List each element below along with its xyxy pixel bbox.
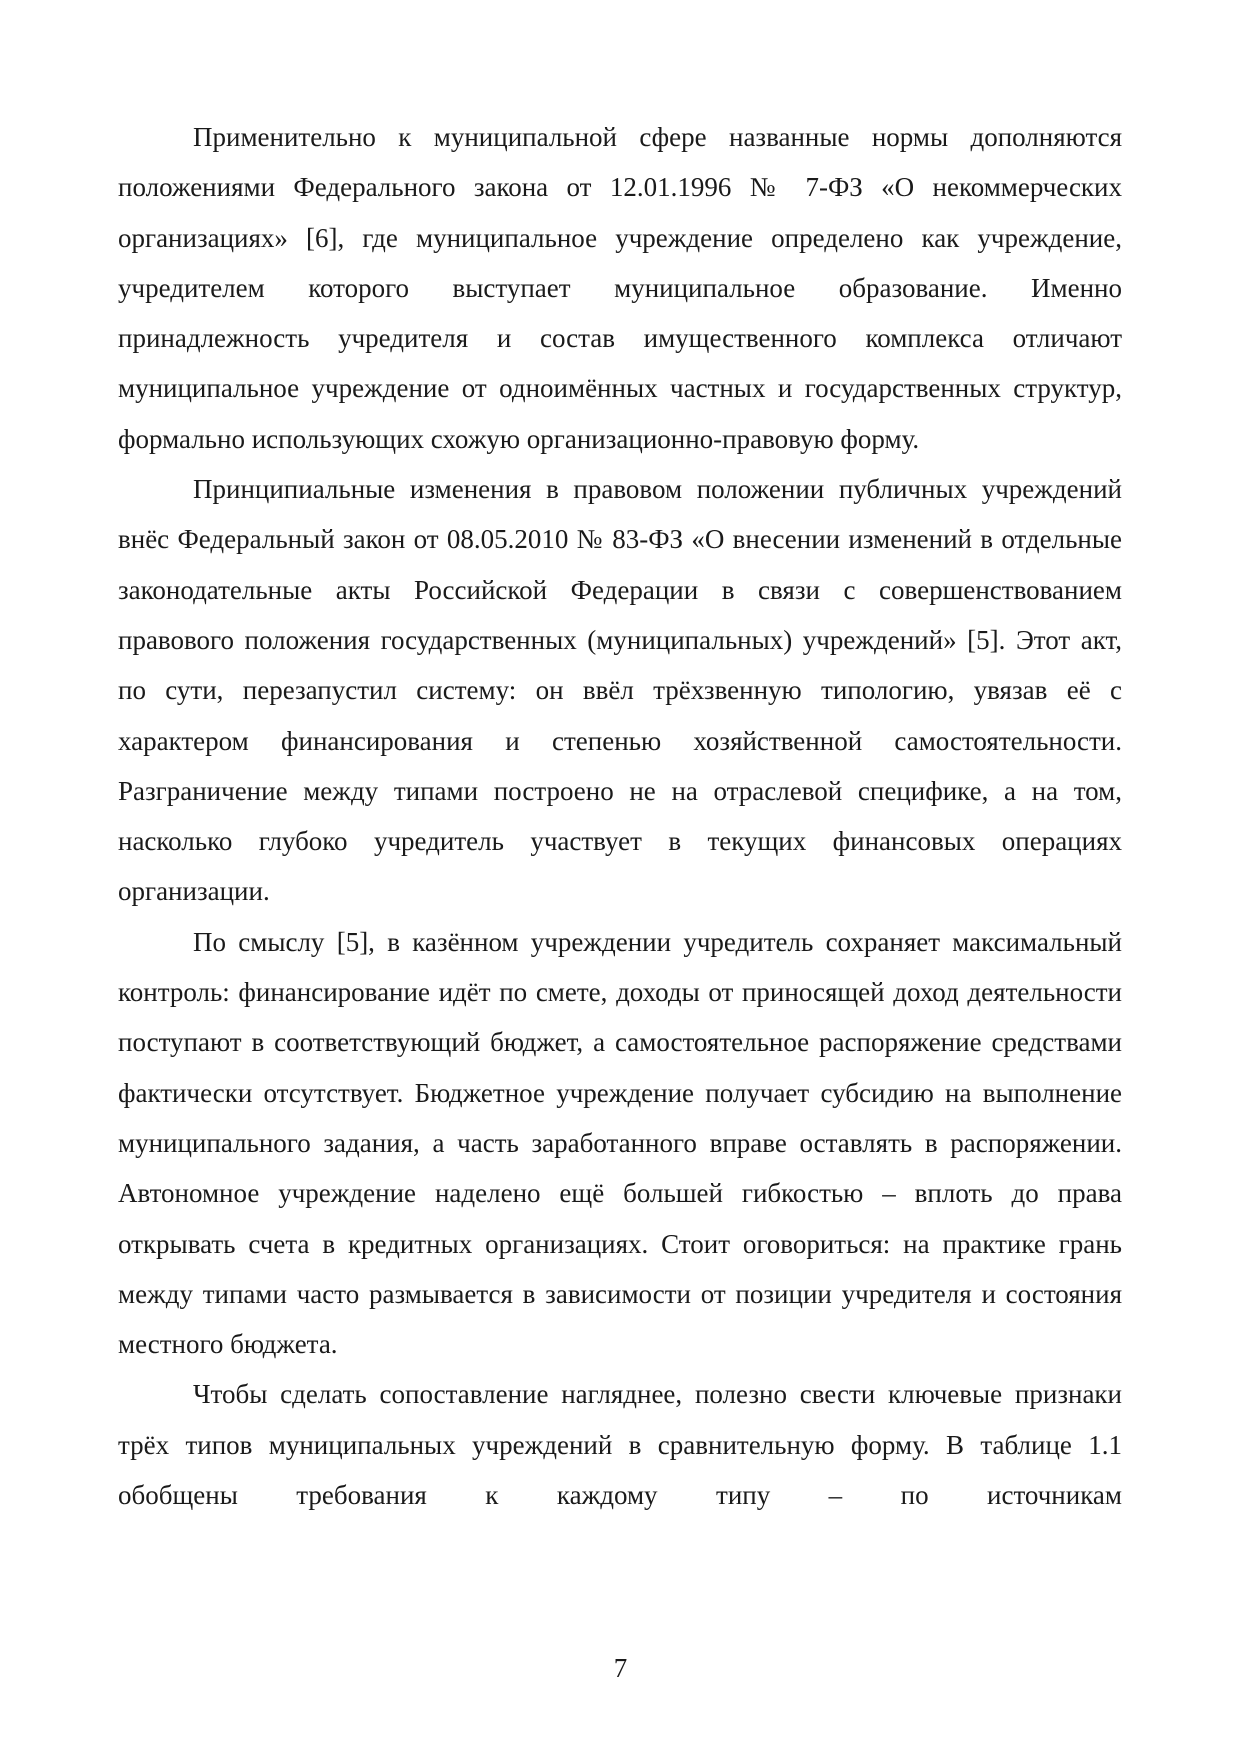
paragraph-federal-law-83: Принципиальные изменения в правовом положении публичных учреждений внёс Федеральный закон от 08.05.2010 № 83-ФЗ «О внесении изменений в отдельные законодательные акты Российской Федерации в связи с совершенствованием правового положения государственных (муниципальных) учреждений» [5]. Этот акт, по сути, перезапустил систему: он ввёл трёхзвенную типологию, увязав её с характером финансирования и степенью хозяйственной самостоятельности. Разграничение между типами построено не на отраслевой специфике, а на том, насколько глубоко учредитель участвует в текущих финансовых операциях организации.: [118, 474, 1122, 907]
paragraph-institution-types: По смыслу [5], в казённом учреждении учредитель сохраняет максимальный контроль: финансирование идёт по смете, доходы от приносящей доход деятельности поступают в соответствующий бюджет, а самостоятельное распоряжение средствами фактически отсутствует. Бюджетное учреждение получает субсидию на выполнение муниципального задания, а часть заработанного вправе оставлять в распоряжении. Автономное учреждение наделено ещё большей гибкостью – вплоть до права открывать счета в кредитных организациях. Стоит оговориться: на практике грань между типами часто размывается в зависимости от позиции учредителя и состояния местного бюджета.: [118, 926, 1122, 1360]
page-body: [118, 112, 1122, 1520]
page-number: 7: [613, 1653, 628, 1683]
paragraph-municipal-sphere: Применительно к муниципальной сфере названные нормы дополняются положениями Федерального закона от 12.01.1996 № 7-ФЗ «О некоммерческих организациях» [6], где муниципальное учреждение определено как учреждение, учредителем которого выступает муниципальное образование. Именно принадлежность учредителя и состав имущественного комплекса отличают муниципальное учреждение от одноимённых частных и государственных структур, формально использующих схожую организационно-правовую форму.: [118, 122, 1122, 454]
paragraph-table-intro: Чтобы сделать сопоставление нагляднее, полезно свести ключевые признаки трёх типов муниципальных учреждений в сравнительную форму. В таблице 1.1 обобщены требования к каждому типу – по источникам: [118, 1379, 1122, 1511]
